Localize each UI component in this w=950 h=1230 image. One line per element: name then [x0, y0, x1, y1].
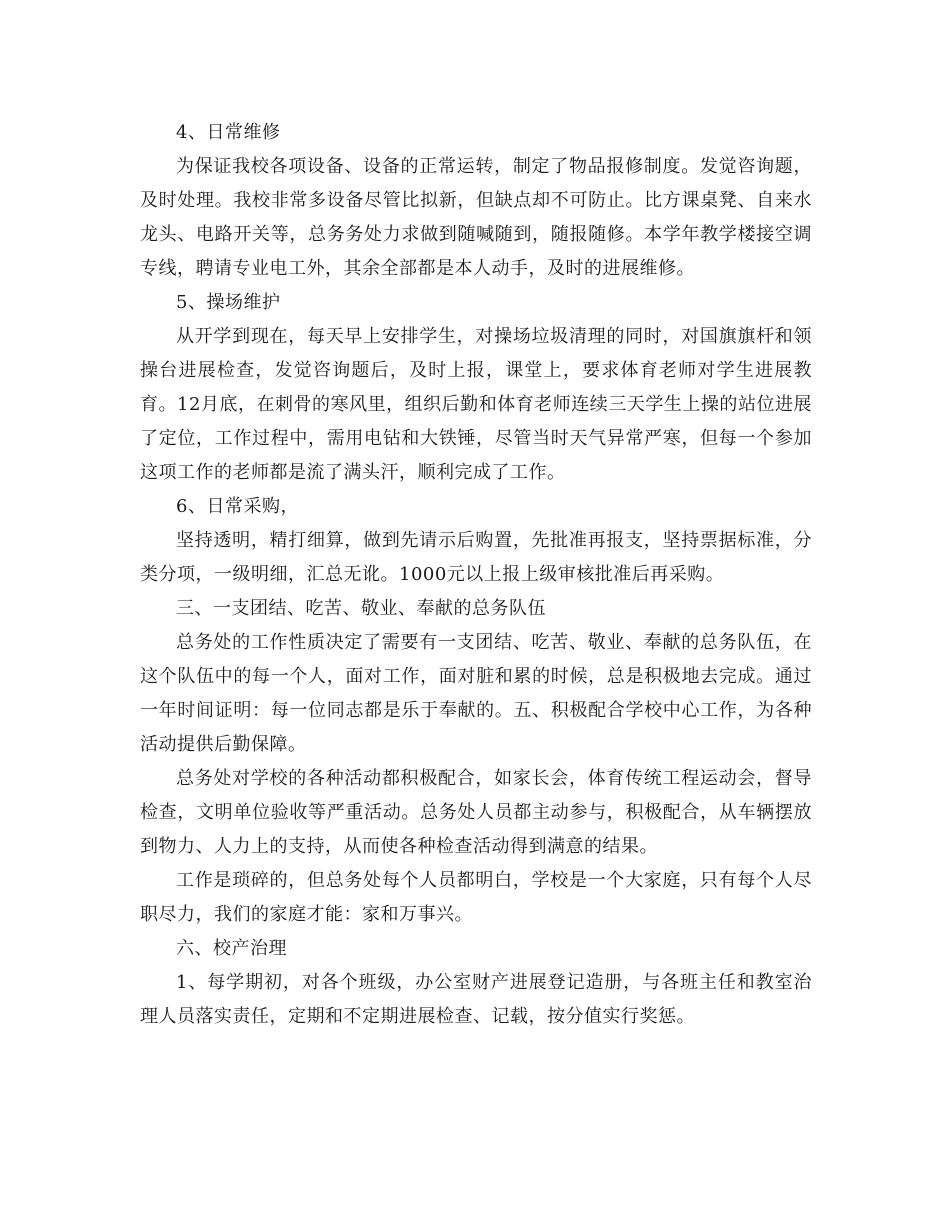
paragraph-maintenance: 为保证我校各项设备、设备的正常运转，制定了物品报修制度。发觉咨询题，及时处理。我校非常多设备尽管比拟新，但缺点却不可防止。比方课桌凳、自来水龙头、电路开关等，总务务处力求做到随喊随到，随报随修。本学年教学楼接空调专线，聘请专业电工外，其余全部都是本人动手，及时的进展维修。: [140, 156, 812, 279]
paragraph-team: 总务处的工作性质决定了需要有一支团结、吃苦、敬业、奉献的总务队伍，在这个队伍中的每一个人，面对工作，面对脏和累的时候，总是积极地去完成。通过一年时间证明：每一位同志都是乐于奉献的。五、积极配合学校中心工作，为各种活动提供后勤保障。: [140, 632, 812, 755]
section-heading-purchasing: 6、日常采购，: [176, 496, 299, 517]
section-heading-team: 三、一支团结、吃苦、敬业、奉献的总务队伍: [176, 598, 546, 619]
paragraph-playground: 从开学到现在，每天早上安排学生，对操场垃圾清理的同时，对国旗旗杆和领操台进展检查，发觉咨询题后，及时上报，课堂上，要求体育老师对学生进展教育。12月底，在刺骨的寒风里，组织后勤和体育老师连续三天学生上操的站位进展了定位，工作过程中，需用电钻和大铁锤，尽管当时天气异常严寒，但每一个参加这项工作的老师都是流了满头汗，顺利完成了工作。: [140, 326, 812, 483]
paragraph-family: 工作是琐碎的，但总务处每个人员都明白，学校是一个大家庭，只有每个人尽职尽力，我们的家庭才能：家和万事兴。: [140, 870, 812, 925]
document-body: [140, 116, 812, 1034]
paragraph-purchasing: 坚持透明，精打细算，做到先请示后购置，先批准再报支，坚持票据标准，分类分项，一级明细，汇总无讹。1000元以上报上级审核批准后再采购。: [140, 530, 812, 585]
paragraph-property: 1、每学期初，对各个班级，办公室财产进展登记造册，与各班主任和教室治理人员落实责任，定期和不定期进展检查、记载，按分值实行奖惩。: [140, 972, 812, 1027]
section-heading-playground: 5、操场维护: [176, 292, 281, 313]
section-heading-maintenance: 4、日常维修: [176, 122, 281, 143]
paragraph-activities: 总务处对学校的各种活动都积极配合，如家长会，体育传统工程运动会，督导检查，文明单位验收等严重活动。总务处人员都主动参与，积极配合，从车辆摆放到物力、人力上的支持，从而使各种检查活动得到满意的结果。: [140, 768, 812, 857]
section-heading-property: 六、校产治理: [176, 938, 287, 959]
